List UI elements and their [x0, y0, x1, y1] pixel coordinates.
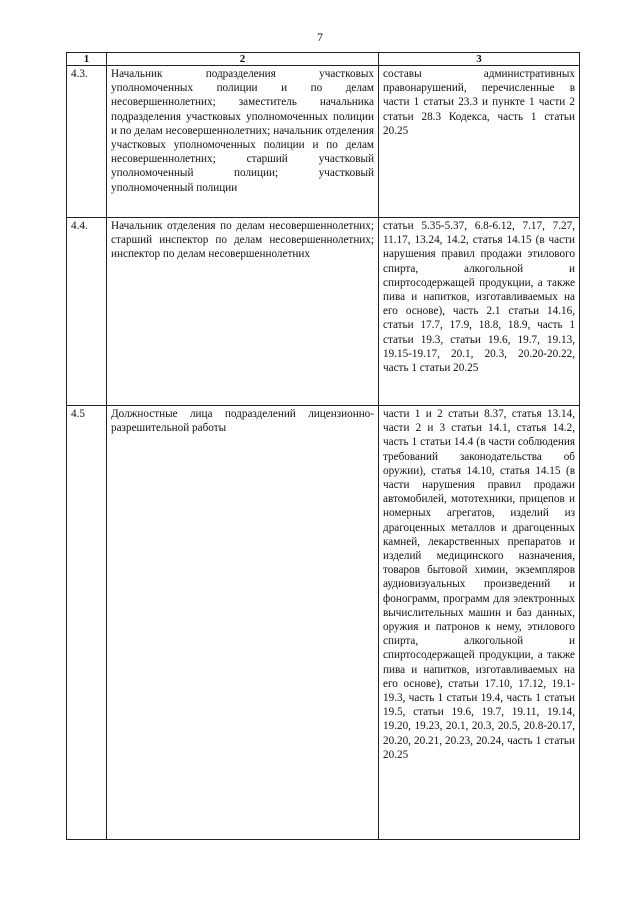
articles-list: части 1 и 2 статьи 8.37, статья 13.14, части 2 и 3 статьи 14.1, статья 14.2, часть 1 статьи 14.4 (в части соблюдения требований законодательства об оружии), статья 14.10, статья 14.15 (в части нарушения правил продажи автомобилей, мототехники, прицепов и номерных агрегатов, изделий из драгоценных металлов и драгоценных камней, лекарственных препаратов и изделий медицинского назначения, товаров бытовой химии, экземпляров аудиовизуальных произведений и фонограмм, программ для электронных вычислительных машин и баз данных, оружия и патронов к нему, этилового спирта, алкогольной и спиртосодержащей продукции, а также пива и напитков, изготавливаемых на его основе), статьи 17.10, 17.12, 19.1-19.3, часть 1 статьи 19.4, часть 1 статьи 19.5, статьи 19.6, 19.7, 19.11, 19.14, 19.20, 19.23, 20.1, 20.3, 20.5, 20.8-20.17, 20.20, 20.21, 20.23, 20.24, часть 1 статьи 20.25 [379, 406, 580, 840]
row-number: 4.4. [67, 218, 107, 406]
column-header-articles: 3 [379, 53, 580, 66]
row-number: 4.3. [67, 66, 107, 218]
table-row [67, 218, 580, 406]
column-header-number: 1 [67, 53, 107, 66]
articles-list: статьи 5.35-5.37, 6.8-6.12, 7.17, 7.27, 11.17, 13.24, 14.2, статья 14.15 (в части нарушения правил продажи этилового спирта, алкогольной и спиртосодержащей продукции, а также пива и напитков, изготавливаемых на его основе), часть 2.1 статьи 14.16, статьи 17.7, 17.9, 18.8, 18.9, часть 1 статьи 19.3, статьи 19.6, 19.7, 19.13, 19.15-19.17, 20.1, 20.3, 20.20-20.22, часть 1 статьи 20.25 [379, 218, 580, 406]
official-positions: Должностные лица подразделений лицензионно-разрешительной работы [107, 406, 379, 840]
official-positions: Начальник подразделения участковых уполномоченных полиции и по делам несовершеннолетних; заместитель начальника подразделения участковых уполномоченных полиции и по делам несовершеннолетних; начальник отделения участковых уполномоченных полиции и по делам несовершеннолетних; старший участковый уполномоченный полиции; участковый уполномоченный полиции [107, 66, 379, 218]
table-header-row [67, 53, 580, 66]
articles-list: составы административных правонарушений, перечисленные в части 1 статьи 23.3 и пункте 1 части 2 статьи 28.3 Кодекса, часть 1 статьи 20.25 [379, 66, 580, 218]
row-number: 4.5 [67, 406, 107, 840]
official-positions: Начальник отделения по делам несовершеннолетних; старший инспектор по делам несовершеннолетних; инспектор по делам несовершеннолетних [107, 218, 379, 406]
regulation-table [66, 52, 580, 840]
column-header-official: 2 [107, 53, 379, 66]
table-row [67, 406, 580, 840]
page-number: 7 [317, 30, 323, 44]
table-row [67, 66, 580, 218]
